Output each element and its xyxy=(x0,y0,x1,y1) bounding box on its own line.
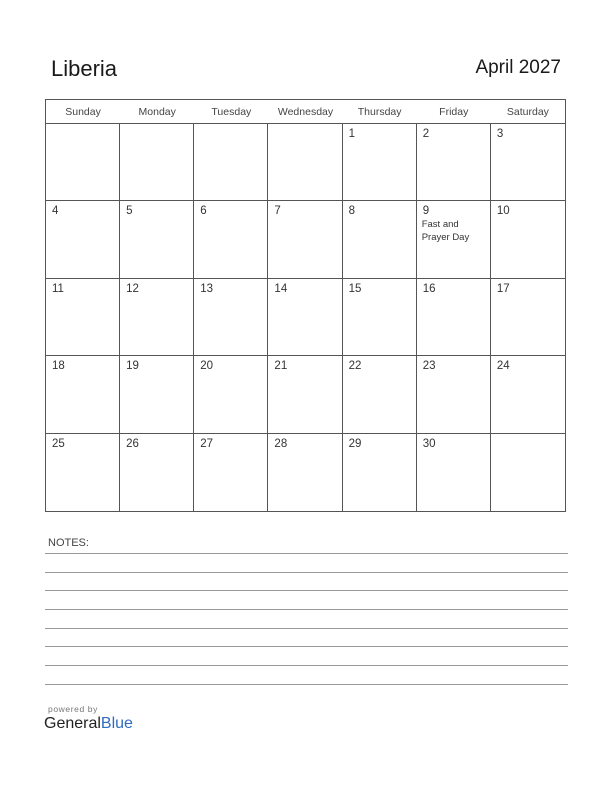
day-number: 2 xyxy=(422,128,430,140)
day-number: 29 xyxy=(348,437,362,450)
weekday-wednesday: Wednesday xyxy=(268,100,342,124)
day-number: 30 xyxy=(422,437,436,450)
day-cell xyxy=(194,124,268,201)
day-cell xyxy=(46,201,120,278)
day-number: 14 xyxy=(274,282,288,295)
day-cell xyxy=(491,279,565,356)
footer-logo xyxy=(44,704,133,733)
day-cell xyxy=(417,356,491,433)
notes-label: NOTES: xyxy=(48,537,89,549)
day-cell xyxy=(46,356,120,433)
day-cell xyxy=(194,201,268,278)
day-number: 9 xyxy=(422,205,430,218)
month-title: April 2027 xyxy=(475,57,561,78)
day-cell xyxy=(417,279,491,356)
day-number: 16 xyxy=(422,282,436,295)
day-cell xyxy=(268,356,342,433)
day-number: 25 xyxy=(52,437,65,450)
day-number: 17 xyxy=(496,282,510,295)
day-cell xyxy=(268,201,342,278)
day-cell xyxy=(120,434,194,511)
day-number: 6 xyxy=(200,205,207,218)
day-cell xyxy=(194,356,268,433)
powered-by-text: powered by xyxy=(48,704,98,714)
day-cell xyxy=(46,124,120,201)
day-number: 11 xyxy=(52,282,64,295)
holiday-label: Fast and Prayer Day xyxy=(421,219,470,244)
day-number: 22 xyxy=(348,360,362,373)
day-number: 4 xyxy=(52,205,59,218)
day-cell xyxy=(343,201,417,278)
day-cell xyxy=(417,201,491,278)
notes-line xyxy=(45,553,568,554)
day-number: 15 xyxy=(348,282,362,295)
calendar-grid xyxy=(45,99,566,512)
weekday-sunday: Sunday xyxy=(46,100,120,124)
day-number: 7 xyxy=(274,205,281,218)
day-cell xyxy=(343,124,417,201)
day-number: 5 xyxy=(126,205,133,218)
day-cell xyxy=(46,279,120,356)
day-cell xyxy=(268,434,342,511)
day-cell xyxy=(194,434,268,511)
day-cell xyxy=(268,279,342,356)
day-number: 18 xyxy=(52,360,65,373)
notes-line xyxy=(45,628,568,629)
day-number: 26 xyxy=(126,437,139,450)
notes-line xyxy=(45,609,568,610)
day-cell xyxy=(46,434,120,511)
day-cell xyxy=(491,434,565,511)
weekday-thursday: Thursday xyxy=(343,100,417,124)
day-number: 1 xyxy=(348,128,355,140)
day-number: 21 xyxy=(274,360,288,373)
day-cell xyxy=(491,201,565,278)
day-cell xyxy=(343,279,417,356)
day-number: 23 xyxy=(422,360,436,373)
notes-line xyxy=(45,646,568,647)
day-number: 20 xyxy=(200,360,214,373)
day-cell xyxy=(120,356,194,433)
day-number: 24 xyxy=(496,360,510,373)
weekday-saturday: Saturday xyxy=(491,100,565,124)
country-title: Liberia xyxy=(51,56,118,81)
day-cell xyxy=(417,434,491,511)
day-cell xyxy=(343,434,417,511)
day-cell xyxy=(491,124,565,201)
day-number: 8 xyxy=(348,205,355,218)
brand-logo xyxy=(44,715,133,733)
notes-line xyxy=(45,572,568,573)
day-cell xyxy=(120,201,194,278)
notes-line xyxy=(45,590,568,591)
day-cell xyxy=(491,356,565,433)
day-cell xyxy=(194,279,268,356)
weekday-friday: Friday xyxy=(417,100,491,124)
weekday-monday: Monday xyxy=(120,100,194,124)
notes-line xyxy=(45,665,568,666)
day-cell xyxy=(417,124,491,201)
day-number: 13 xyxy=(200,282,214,295)
day-number: 27 xyxy=(200,437,214,450)
day-number: 12 xyxy=(126,282,139,295)
day-number: 19 xyxy=(126,360,139,373)
day-number: 10 xyxy=(496,205,510,218)
day-cell xyxy=(268,124,342,201)
day-number: 3 xyxy=(496,128,504,140)
day-cell xyxy=(120,124,194,201)
notes-line xyxy=(45,684,568,685)
brand-general: General xyxy=(44,715,101,732)
day-cell xyxy=(120,279,194,356)
weekday-tuesday: Tuesday xyxy=(194,100,268,124)
day-cell xyxy=(343,356,417,433)
day-number: 28 xyxy=(274,437,288,450)
brand-blue: Blue xyxy=(100,715,133,732)
